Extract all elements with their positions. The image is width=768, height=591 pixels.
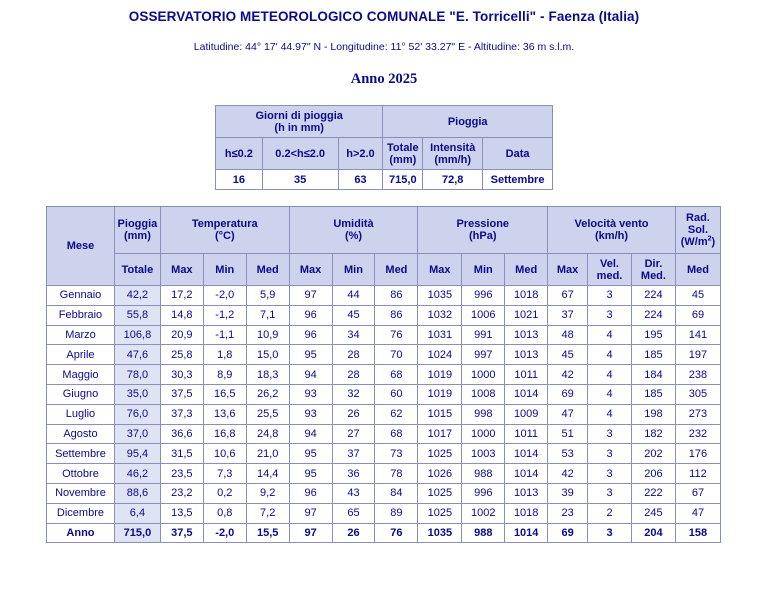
value-cell: 76 xyxy=(375,325,418,345)
value-cell: 3 xyxy=(588,483,632,503)
month-cell: Marzo xyxy=(47,325,115,345)
value-cell: 55,8 xyxy=(114,305,160,325)
solar-radiation-header xyxy=(675,207,720,254)
humidity-header xyxy=(289,207,418,254)
month-cell: Dicembre xyxy=(47,503,115,523)
value-cell: 4 xyxy=(588,345,632,365)
value-cell: 988 xyxy=(462,464,505,484)
value-cell: 25,5 xyxy=(246,404,289,424)
value-cell: 69 xyxy=(675,305,720,325)
table-row xyxy=(47,464,721,484)
value-cell: 28 xyxy=(332,365,375,385)
value-cell: 1015 xyxy=(418,404,462,424)
rain-days-label: Giorni di pioggia xyxy=(255,109,343,122)
value-cell: 93 xyxy=(289,384,332,404)
value-cell: 0,2 xyxy=(203,483,246,503)
value-cell: 86 xyxy=(375,286,418,306)
value-cell: 198 xyxy=(631,404,675,424)
value-cell: 5,9 xyxy=(246,286,289,306)
value-cell: -1,1 xyxy=(203,325,246,345)
value-cell: 26 xyxy=(332,523,375,543)
table-row xyxy=(47,483,721,503)
value-cell: 45 xyxy=(675,286,720,306)
value-cell: 86 xyxy=(375,305,418,325)
table-row xyxy=(47,286,721,306)
value-cell: 43 xyxy=(332,483,375,503)
value-cell: 991 xyxy=(462,325,505,345)
value-cell: 1018 xyxy=(505,286,548,306)
value-cell: 1013 xyxy=(505,325,548,345)
value-cell: 3 xyxy=(588,286,632,306)
rain-total-header xyxy=(383,138,423,170)
value-cell: 68 xyxy=(375,424,418,444)
value-cell: 89 xyxy=(375,503,418,523)
value-cell: 14,8 xyxy=(160,305,203,325)
value-cell: 1014 xyxy=(505,464,548,484)
value-cell: 1008 xyxy=(462,384,505,404)
table-row xyxy=(47,325,721,345)
temperature-unit: (°C) xyxy=(214,230,235,242)
value-cell: 97 xyxy=(289,523,332,543)
value-cell: 27 xyxy=(332,424,375,444)
year-heading: Anno 2025 xyxy=(350,71,418,87)
wind-header xyxy=(548,207,676,254)
column-subheader: Min xyxy=(203,254,246,286)
value-cell: 62 xyxy=(375,404,418,424)
value-cell: 13,6 xyxy=(203,404,246,424)
column-subheader: Max xyxy=(160,254,203,286)
subheader-row xyxy=(47,254,721,286)
value-cell: 93 xyxy=(289,404,332,424)
value-cell: 46,2 xyxy=(114,464,160,484)
value-cell: 94 xyxy=(289,365,332,385)
column-subheader: Totale xyxy=(114,254,160,286)
month-header: Mese xyxy=(47,207,115,286)
month-cell: Agosto xyxy=(47,424,115,444)
value-cell: 1031 xyxy=(418,325,462,345)
value-cell: 97 xyxy=(289,286,332,306)
value-cell: 13,5 xyxy=(160,503,203,523)
value-cell: 1026 xyxy=(418,464,462,484)
column-subheader: Med xyxy=(246,254,289,286)
value-cell: 9,2 xyxy=(246,483,289,503)
column-subheader: Max xyxy=(548,254,588,286)
value-cell: 95 xyxy=(289,464,332,484)
value-cell: 26,2 xyxy=(246,384,289,404)
value-cell: 76,0 xyxy=(114,404,160,424)
value-cell: 1009 xyxy=(505,404,548,424)
value-cell: 1032 xyxy=(418,305,462,325)
value-cell: 37,5 xyxy=(160,384,203,404)
value-cell: 37 xyxy=(332,444,375,464)
value-cell: 6,4 xyxy=(114,503,160,523)
value-cell: 3 xyxy=(588,464,632,484)
wind-label: Velocità vento xyxy=(574,218,649,230)
value-cell: -2,0 xyxy=(203,523,246,543)
rain-days-header xyxy=(216,106,383,138)
table-row xyxy=(47,365,721,385)
value-cell: 67 xyxy=(548,286,588,306)
value-cell: 305 xyxy=(675,384,720,404)
temperature-label: Temperatura xyxy=(191,218,258,230)
value-cell: 23,2 xyxy=(160,483,203,503)
value-cell: 232 xyxy=(675,424,720,444)
value-cell: 185 xyxy=(631,345,675,365)
value-cell: 1011 xyxy=(505,424,548,444)
column-subheader: Vel. med. xyxy=(588,254,632,286)
value-cell: 238 xyxy=(675,365,720,385)
value-cell: 76 xyxy=(375,523,418,543)
summary-value: 715,0 xyxy=(383,170,423,190)
month-cell: Giugno xyxy=(47,384,115,404)
value-cell: 18,3 xyxy=(246,365,289,385)
value-cell: 1014 xyxy=(505,523,548,543)
value-cell: 112 xyxy=(675,464,720,484)
value-cell: 1013 xyxy=(505,483,548,503)
month-cell: Maggio xyxy=(47,365,115,385)
pressure-label: Pressione xyxy=(456,218,510,230)
rain-total-unit: (mm) xyxy=(389,153,417,166)
value-cell: 3 xyxy=(588,523,632,543)
value-cell: 1025 xyxy=(418,483,462,503)
value-cell: 37,3 xyxy=(160,404,203,424)
value-cell: 78,0 xyxy=(114,365,160,385)
value-cell: 4 xyxy=(588,365,632,385)
value-cell: 141 xyxy=(675,325,720,345)
value-cell: 1035 xyxy=(418,286,462,306)
value-cell: 31,5 xyxy=(160,444,203,464)
value-cell: 1014 xyxy=(505,444,548,464)
column-subheader: Min xyxy=(462,254,505,286)
value-cell: 25,8 xyxy=(160,345,203,365)
value-cell: 30,3 xyxy=(160,365,203,385)
value-cell: 37 xyxy=(548,305,588,325)
value-cell: 10,9 xyxy=(246,325,289,345)
value-cell: 1025 xyxy=(418,503,462,523)
value-cell: 53 xyxy=(548,444,588,464)
table-row xyxy=(47,444,721,464)
value-cell: 997 xyxy=(462,345,505,365)
value-cell: 15,0 xyxy=(246,345,289,365)
month-cell: Ottobre xyxy=(47,464,115,484)
value-cell: 195 xyxy=(631,325,675,345)
value-cell: 96 xyxy=(289,305,332,325)
value-cell: 185 xyxy=(631,384,675,404)
value-cell: 4 xyxy=(588,325,632,345)
value-cell: 8,9 xyxy=(203,365,246,385)
value-cell: 24,8 xyxy=(246,424,289,444)
value-cell: 224 xyxy=(631,286,675,306)
value-cell: 95 xyxy=(289,345,332,365)
value-cell: 1019 xyxy=(418,384,462,404)
value-cell: 78 xyxy=(375,464,418,484)
value-cell: 60 xyxy=(375,384,418,404)
value-cell: -2,0 xyxy=(203,286,246,306)
rain-intensity-header xyxy=(423,138,483,170)
rain-days-unit: (h in mm) xyxy=(274,121,324,134)
value-cell: 73 xyxy=(375,444,418,464)
value-cell: 37,0 xyxy=(114,424,160,444)
month-cell: Novembre xyxy=(47,483,115,503)
value-cell: 20,9 xyxy=(160,325,203,345)
table-row xyxy=(47,503,721,523)
column-subheader: Med xyxy=(375,254,418,286)
value-cell: 84 xyxy=(375,483,418,503)
value-cell: 26 xyxy=(332,404,375,424)
value-cell: 96 xyxy=(289,325,332,345)
value-cell: 39 xyxy=(548,483,588,503)
value-cell: 202 xyxy=(631,444,675,464)
pressure-header xyxy=(418,207,548,254)
value-cell: 996 xyxy=(462,286,505,306)
value-cell: 1,8 xyxy=(203,345,246,365)
value-cell: 4 xyxy=(588,384,632,404)
value-cell: 16,5 xyxy=(203,384,246,404)
rain-total-label: Totale xyxy=(387,141,419,154)
value-cell: 23,5 xyxy=(160,464,203,484)
annual-total-row xyxy=(47,523,721,543)
value-cell: 44 xyxy=(332,286,375,306)
value-cell: 2 xyxy=(588,503,632,523)
value-cell: 97 xyxy=(289,503,332,523)
value-cell: 47 xyxy=(675,503,720,523)
rain-header xyxy=(114,207,160,254)
solar-radiation-label: Sol. xyxy=(687,224,709,236)
value-cell: 222 xyxy=(631,483,675,503)
value-cell: 42,2 xyxy=(114,286,160,306)
value-cell: 47,6 xyxy=(114,345,160,365)
value-cell: 95 xyxy=(289,444,332,464)
value-cell: 996 xyxy=(462,483,505,503)
rain-unit: (mm) xyxy=(123,230,151,242)
rain-intensity-label: Intensità xyxy=(430,141,476,154)
rain-date-header: Data xyxy=(483,138,553,170)
wind-unit: (km/h) xyxy=(595,230,629,242)
table-row xyxy=(47,384,721,404)
value-cell: 1003 xyxy=(462,444,505,464)
solar-radiation-unit: $(W/m^2)$ xyxy=(680,235,716,248)
value-cell: 47 xyxy=(548,404,588,424)
rain-intensity-unit: (mm/h) xyxy=(434,153,472,166)
value-cell: 1000 xyxy=(462,424,505,444)
value-cell: 69 xyxy=(548,523,588,543)
summary-value: 35 xyxy=(262,170,338,190)
value-cell: 42 xyxy=(548,365,588,385)
summary-value: 16 xyxy=(216,170,263,190)
value-cell: 7,3 xyxy=(203,464,246,484)
summary-value: Settembre xyxy=(483,170,553,190)
table-row xyxy=(47,424,721,444)
value-cell: 1006 xyxy=(462,305,505,325)
humidity-unit: (%) xyxy=(344,230,363,242)
value-cell: 1011 xyxy=(505,365,548,385)
rain-days-sub-header: h>2.0 xyxy=(338,138,383,170)
solar-radiation-label: Rad. xyxy=(686,212,710,224)
value-cell: 32 xyxy=(332,384,375,404)
monthly-rows xyxy=(47,286,721,543)
column-subheader: Max xyxy=(289,254,332,286)
value-cell: 14,4 xyxy=(246,464,289,484)
value-cell: 15,5 xyxy=(246,523,289,543)
column-subheader: Med xyxy=(675,254,720,286)
value-cell: 36,6 xyxy=(160,424,203,444)
value-cell: 245 xyxy=(631,503,675,523)
value-cell: 68 xyxy=(375,365,418,385)
value-cell: 3 xyxy=(588,444,632,464)
table-row xyxy=(47,404,721,424)
value-cell: 3 xyxy=(588,424,632,444)
value-cell: 988 xyxy=(462,523,505,543)
column-subheader: Dir. Med. xyxy=(631,254,675,286)
value-cell: 4 xyxy=(588,404,632,424)
value-cell: 7,1 xyxy=(246,305,289,325)
value-cell: 1014 xyxy=(505,384,548,404)
rain-label: Pioggia xyxy=(117,218,158,230)
station-coordinates: Latitudine: 44° 17' 44.97" N - Longitudine: 11° 52' 33.27" E - Altitudine: 36 m s.l.m. xyxy=(193,41,575,53)
value-cell: 7,2 xyxy=(246,503,289,523)
value-cell: 35,0 xyxy=(114,384,160,404)
value-cell: 273 xyxy=(675,404,720,424)
value-cell: 715,0 xyxy=(114,523,160,543)
value-cell: 16,8 xyxy=(203,424,246,444)
value-cell: 184 xyxy=(631,365,675,385)
value-cell: 1024 xyxy=(418,345,462,365)
value-cell: 17,2 xyxy=(160,286,203,306)
rain-header: Pioggia xyxy=(383,106,553,138)
value-cell: 1002 xyxy=(462,503,505,523)
value-cell: 69 xyxy=(548,384,588,404)
value-cell: 42 xyxy=(548,464,588,484)
page-title: OSSERVATORIO METEOROLOGICO COMUNALE "E. Torricelli" - Faenza (Italia) xyxy=(128,9,640,24)
value-cell: 28 xyxy=(332,345,375,365)
pressure-unit: (hPa) xyxy=(469,230,497,242)
value-cell: -1,2 xyxy=(203,305,246,325)
value-cell: 34 xyxy=(332,325,375,345)
value-cell: 1013 xyxy=(505,345,548,365)
value-cell: 21,0 xyxy=(246,444,289,464)
value-cell: 3 xyxy=(588,305,632,325)
value-cell: 206 xyxy=(631,464,675,484)
monthly-data-table xyxy=(46,206,721,543)
column-subheader: Med xyxy=(505,254,548,286)
value-cell: 998 xyxy=(462,404,505,424)
value-cell: 45 xyxy=(548,345,588,365)
value-cell: 1025 xyxy=(418,444,462,464)
rain-days-sub-header: h≤0.2 xyxy=(216,138,263,170)
value-cell: 0,8 xyxy=(203,503,246,523)
value-cell: 36 xyxy=(332,464,375,484)
value-cell: 10,6 xyxy=(203,444,246,464)
value-cell: 70 xyxy=(375,345,418,365)
month-cell: Aprile xyxy=(47,345,115,365)
value-cell: 1035 xyxy=(418,523,462,543)
value-cell: 1019 xyxy=(418,365,462,385)
value-cell: 176 xyxy=(675,444,720,464)
value-cell: 37,5 xyxy=(160,523,203,543)
value-cell: 1021 xyxy=(505,305,548,325)
value-cell: 1017 xyxy=(418,424,462,444)
rain-days-sub-header: 0.2<h≤2.0 xyxy=(262,138,338,170)
value-cell: 182 xyxy=(631,424,675,444)
column-subheader: Min xyxy=(332,254,375,286)
table-row xyxy=(47,345,721,365)
value-cell: 48 xyxy=(548,325,588,345)
value-cell: 45 xyxy=(332,305,375,325)
value-cell: 106,8 xyxy=(114,325,160,345)
value-cell: 1018 xyxy=(505,503,548,523)
month-cell: Febbraio xyxy=(47,305,115,325)
summary-value: 72,8 xyxy=(423,170,483,190)
temperature-header xyxy=(160,207,289,254)
value-cell: 96 xyxy=(289,483,332,503)
summary-value: 63 xyxy=(338,170,383,190)
value-cell: 224 xyxy=(631,305,675,325)
month-cell: Gennaio xyxy=(47,286,115,306)
value-cell: 204 xyxy=(631,523,675,543)
value-cell: 94 xyxy=(289,424,332,444)
rain-summary-table xyxy=(215,105,553,190)
table-row xyxy=(47,305,721,325)
value-cell: 158 xyxy=(675,523,720,543)
value-cell: 1000 xyxy=(462,365,505,385)
month-cell: Anno xyxy=(47,523,115,543)
month-cell: Luglio xyxy=(47,404,115,424)
value-cell: 51 xyxy=(548,424,588,444)
value-cell: 197 xyxy=(675,345,720,365)
value-cell: 65 xyxy=(332,503,375,523)
month-cell: Settembre xyxy=(47,444,115,464)
humidity-label: Umidità xyxy=(333,218,374,230)
value-cell: 95,4 xyxy=(114,444,160,464)
value-cell: 88,6 xyxy=(114,483,160,503)
column-subheader: Max xyxy=(418,254,462,286)
value-cell: 67 xyxy=(675,483,720,503)
value-cell: 23 xyxy=(548,503,588,523)
